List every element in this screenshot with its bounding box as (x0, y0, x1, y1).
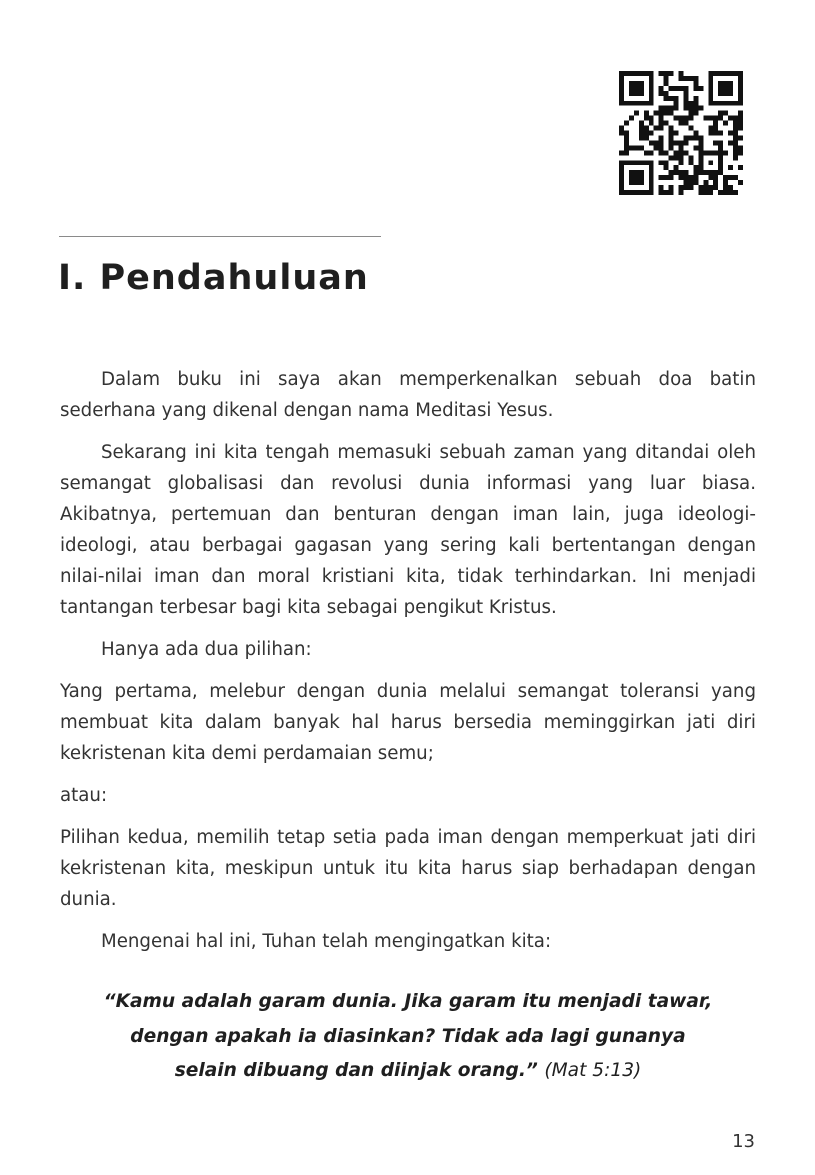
quote-line-3 (60, 1054, 756, 1089)
chapter-title: I. Pendahuluan (58, 258, 369, 298)
paragraph-choices: Hanya ada dua pilihan: (101, 639, 312, 660)
body-text (60, 364, 756, 968)
chapter-divider (59, 236, 381, 237)
paragraph-or: atau: (60, 785, 108, 806)
quote-line-2: dengan apakah ia diasinkan? Tidak ada lagi gunanya (130, 1025, 686, 1047)
paragraph-second-choice: Pilihan kedua, memilih tetap setia pada iman dengan memperkuat jati diri kekristenan kita, meskipun untuk itu kita harus siap berhadapan dengan dunia. (60, 827, 756, 910)
paragraph-reminder: Mengenai hal ini, Tuhan telah mengingatkan kita: (101, 931, 552, 952)
paragraph-context: Sekarang ini kita tengah memasuki sebuah zaman yang ditandai oleh semangat globalisasi dan revolusi dunia informasi yang luar biasa. Akibatnya, pertemuan dan benturan dengan iman lain, juga ideologi-ideologi, atau berbagai gagasan yang sering kali bertentangan dengan nilai-nilai iman dan moral kristiani kita, tidak terhindarkan. Ini menjadi tantangan terbesar bagi kita sebagai pengikut Kristus. (60, 442, 756, 618)
scripture-reference: (Mat 5:13) (544, 1060, 642, 1081)
paragraph-first-choice: Yang pertama, melebur dengan dunia melalui semangat toleransi yang membuat kita dalam banyak hal harus bersedia meminggirkan jati diri kekristenan kita demi perdamaian semu; (60, 681, 756, 764)
quote-line-3-text: selain dibuang dan diinjak orang.” (174, 1060, 538, 1081)
qr-code-icon (619, 71, 743, 195)
scripture-quote (60, 985, 756, 1089)
paragraph-intro: Dalam buku ini saya akan memperkenalkan sebuah doa batin sederhana yang dikenal dengan nama Meditasi Yesus. (60, 369, 756, 421)
quote-line-1: “Kamu adalah garam dunia. Jika garam itu menjadi tawar, (103, 991, 713, 1012)
page-number: 13 (732, 1131, 755, 1152)
